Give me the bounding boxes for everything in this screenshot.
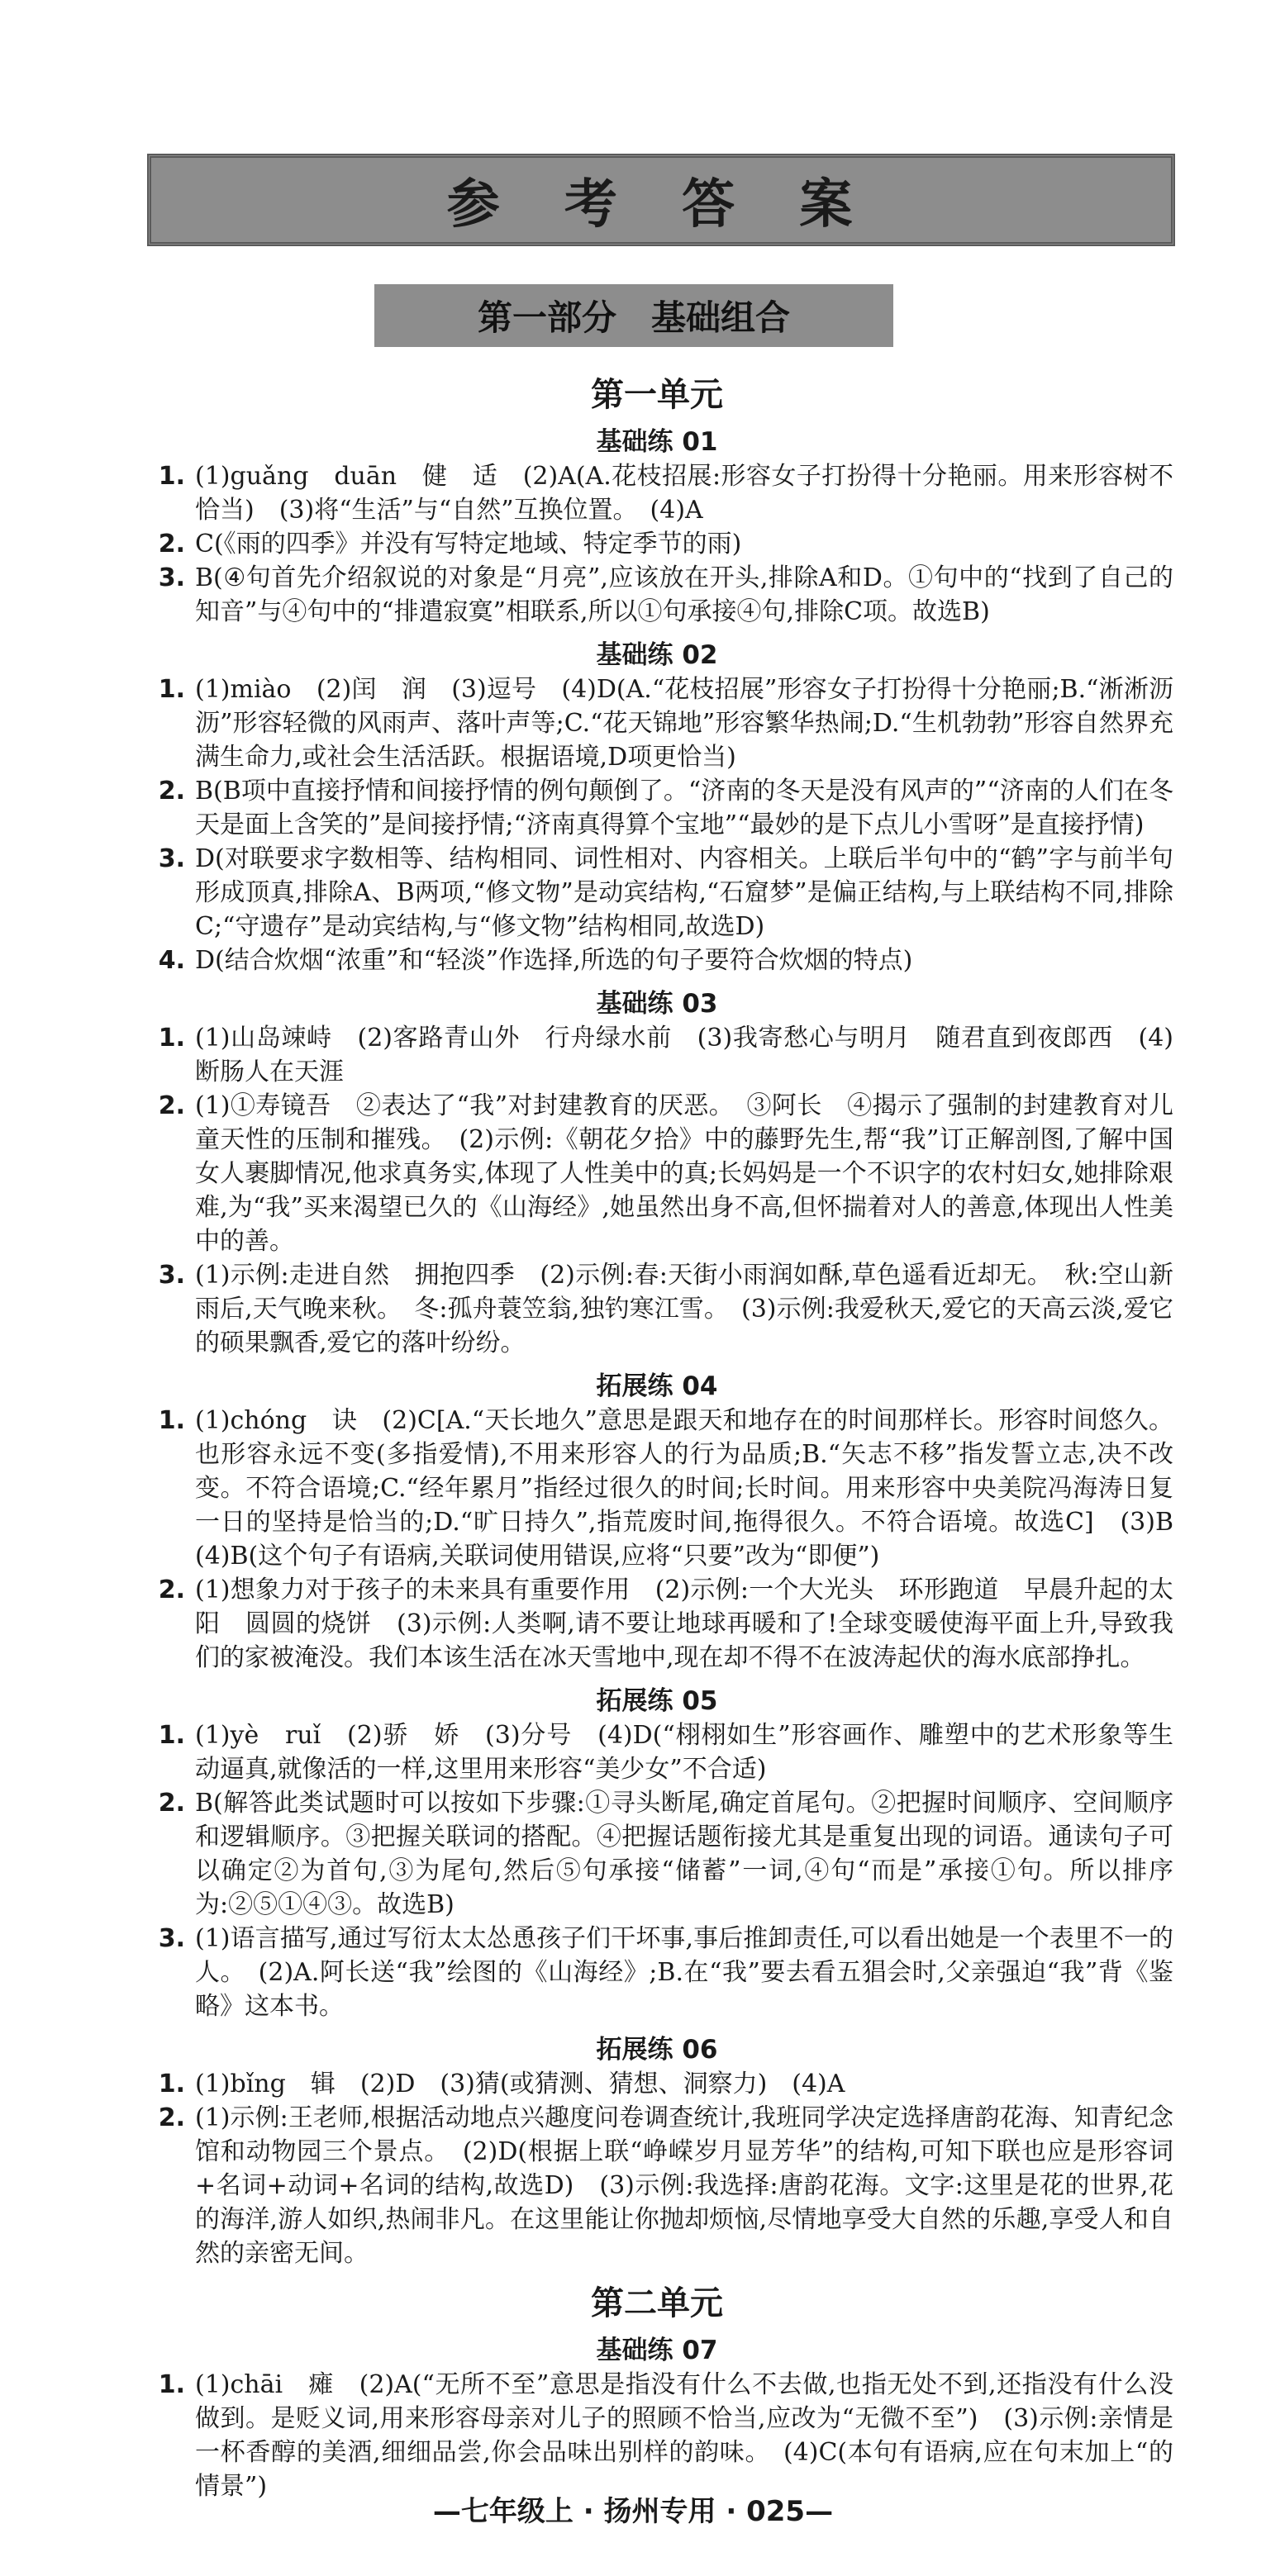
part-title: 第一部分 基础组合	[477, 297, 790, 338]
answer-item	[140, 527, 1173, 561]
exercise-title: 基础练 07	[596, 2336, 718, 2365]
answer-item	[140, 1718, 1173, 1786]
answer-number: 2.	[158, 1091, 185, 1120]
answer-item	[140, 842, 1173, 943]
part-title-banner	[374, 284, 893, 347]
unit-title: 第二单元	[591, 2284, 723, 2322]
answer-key-banner	[147, 154, 1175, 246]
exercise-title: 基础练 01	[596, 427, 718, 457]
answer-item	[140, 1258, 1173, 1360]
answer-item	[140, 1404, 1198, 1573]
answer-number: 1.	[158, 2070, 185, 2098]
exercise-title: 基础练 03	[596, 989, 718, 1019]
answer-item	[140, 943, 1173, 977]
answer-item	[140, 774, 1173, 842]
answer-text: (1)语言描写,通过写衍太太怂恿孩子们干坏事,事后推卸责任,可以看出她是一个表里不一的人。 (2)A.阿长送“我”绘图的《山海经》;B.在“我”要去看五猖会时,父亲强迫“我”背《鉴略》这本书。	[195, 1924, 1173, 2021]
exercise-title: 拓展练 06	[596, 2035, 718, 2065]
answer-item	[140, 561, 1173, 629]
answer-item	[140, 673, 1173, 774]
answer-text: (1)①寿镜吾 ②表达了“我”对封建教育的厌恶。 ③阿长 ④揭示了强制的封建教育对儿童天性的压制和摧残。 (2)示例:《朝花夕拾》中的藤野先生,帮“我”订正解剖图,了解中国女人裹脚情况,他求真务实,体现了人性美中的真;长妈妈是一个不识字的农村妇女,她排除艰难,为“我”买来渴望已久的《山海经》,她虽然出身不高,但怀揣着对人的善意,体现出人性美中的善。	[195, 1091, 1173, 1256]
page-title: 参 考 答 案	[446, 174, 876, 235]
answer-number: 1.	[158, 1721, 185, 1750]
answer-number: 1.	[158, 1024, 185, 1053]
answer-text: B(B项中直接抒情和间接抒情的例句颠倒了。“济南的冬天是没有风声的”“济南的人们在冬天是面上含笑的”是间接抒情;“济南真得算个宝地”“最妙的是下点儿小雪呀”是直接抒情)	[195, 777, 1173, 839]
answer-number: 2.	[158, 2103, 185, 2132]
answer-number: 4.	[158, 946, 185, 975]
answer-text: D(对联要求字数相等、结构相同、词性相对、内容相关。上联后半句中的“鹤”字与前半句形成顶真,排除A、B两项,“修文物”是动宾结构,“石窟梦”是偏正结构,与上联结构不同,排除C;“守遗存”是动宾结构,与“修文物”结构相同,故选D)	[195, 844, 1173, 941]
answer-number: 3.	[158, 1924, 185, 1953]
answer-text: (1)想象力对于孩子的未来具有重要作用 (2)示例:一个大光头 环形跑道 早晨升起的太阳 圆圆的烧饼 (3)示例:人类啊,请不要让地球再暖和了!全球变暖使海平面上升,导致我们的家被淹没。我们本该生活在冰天雪地中,现在却不得不在波涛起伏的海水底部挣扎。	[195, 1576, 1173, 1672]
exercise-title: 拓展练 04	[596, 1371, 718, 1401]
exercise-title: 基础练 02	[596, 640, 718, 670]
answer-text: C(《雨的四季》并没有写特定地域、特定季节的雨)	[195, 530, 742, 558]
answer-text: (1)miào (2)闰 润 (3)逗号 (4)D(A.“花枝招展”形容女子打扮得十分艳丽;B.“淅淅沥沥”形容轻微的风雨声、落叶声等;C.“花天锦地”形容繁华热闹;D.“生机勃勃”形容自然界充满生命力,或社会生活活跃。根据语境,D项更恰当)	[195, 675, 1173, 772]
answer-content	[140, 362, 1198, 2503]
answer-text: (1)chāi 瘫 (2)A(“无所不至”意思是指没有什么不去做,也指无处不到,还指没有什么没做到。是贬义词,用来形容母亲对儿子的照顾不恰当,应改为“无微不至”) (3)示例:亲情是一杯香醇的美酒,细细品尝,你会品味出别样的韵味。 (4)C(本句有语病,应在句末加上“的情景”)	[195, 2370, 1173, 2501]
answer-text: (1)yè ruǐ (2)骄 娇 (3)分号 (4)D(“栩栩如生”形容画作、雕塑中的艺术形象等生动逼真,就像活的一样,这里用来形容“美少女”不合适)	[195, 1721, 1173, 1784]
answer-number: 3.	[158, 1261, 185, 1290]
answer-text: (1)bǐng 辑 (2)D (3)猜(或猜测、猜想、洞察力) (4)A	[195, 2070, 845, 2098]
answer-number: 2.	[158, 530, 185, 558]
answer-item	[140, 2368, 1173, 2503]
answer-number: 3.	[158, 844, 185, 873]
answer-item	[140, 459, 1173, 527]
answer-number: 1.	[158, 462, 185, 491]
answer-number: 2.	[158, 1789, 185, 1818]
answer-item	[140, 1786, 1173, 1922]
exercise-title: 拓展练 05	[596, 1686, 718, 1716]
answer-text: (1)chóng 诀 (2)C[A.“天长地久”意思是跟天和地存在的时间那样长。形容时间悠久。也形容永远不变(多指爱情),不用来形容人的行为品质;B.“矢志不移”指发誓立志,决不改变。不符合语境;C.“经年累月”指经过很久的时间;长时间。用来形容中央美院冯海涛日复一日的坚持是恰当的;D.“旷日持久”,指荒废时间,拖得很久。不符合语境。故选C] (3)B (4)B(这个句子有语病,关联词使用错误,应将“只要”改为“即便”)	[195, 1406, 1198, 1571]
page-footer: —七年级上 · 扬州专用 · 025—	[432, 2495, 834, 2528]
answer-item	[140, 1089, 1173, 1258]
answer-text: B(④句首先介绍叙说的对象是“月亮”,应该放在开头,排除A和D。①句中的“找到了自己的知音”与④句中的“排遣寂寞”相联系,所以①句承接④句,排除C项。故选B)	[195, 563, 1173, 626]
answer-item	[140, 2101, 1173, 2270]
answer-item	[140, 1573, 1173, 1675]
answer-number: 1.	[158, 2370, 185, 2399]
answer-item	[140, 2067, 1173, 2101]
answer-text: (1)山岛竦峙 (2)客路青山外 行舟绿水前 (3)我寄愁心与明月 随君直到夜郎西 (4)断肠人在天涯	[195, 1024, 1173, 1086]
answer-number: 2.	[158, 1576, 185, 1604]
answer-text: (1)guǎng duān 健 适 (2)A(A.花枝招展:形容女子打扮得十分艳丽。用来形容树不恰当) (3)将“生活”与“自然”互换位置。 (4)A	[195, 462, 1173, 525]
unit-title: 第一单元	[591, 376, 723, 414]
answer-item	[140, 1021, 1173, 1089]
answer-number: 1.	[158, 1406, 185, 1435]
answer-number: 3.	[158, 563, 185, 592]
answer-item	[140, 1922, 1173, 2023]
answer-text: (1)示例:走进自然 拥抱四季 (2)示例:春:天街小雨润如酥,草色遥看近却无。 秋:空山新雨后,天气晚来秋。 冬:孤舟蓑笠翁,独钓寒江雪。 (3)示例:我爱秋天,爱它的天高云淡,爱它的硕果飘香,爱它的落叶纷纷。	[195, 1261, 1173, 1357]
answer-text: (1)示例:王老师,根据活动地点兴趣度问卷调查统计,我班同学决定选择唐韵花海、知青纪念馆和动物园三个景点。 (2)D(根据上联“峥嵘岁月显芳华”的结构,可知下联也应是形容词+名词+动词+名词的结构,故选D) (3)示例:我选择:唐韵花海。文字:这里是花的世界,花的海洋,游人如织,热闹非凡。在这里能让你抛却烦恼,尽情地享受大自然的乐趣,享受人和自然的亲密无间。	[195, 2103, 1173, 2268]
answer-number: 2.	[158, 777, 185, 806]
answer-number: 1.	[158, 675, 185, 704]
answer-text: D(结合炊烟“浓重”和“轻淡”作选择,所选的句子要符合炊烟的特点)	[195, 946, 913, 975]
answer-text: B(解答此类试题时可以按如下步骤:①寻头断尾,确定首尾句。②把握时间顺序、空间顺序和逻辑顺序。③把握关联词的搭配。④把握话题衔接尤其是重复出现的词语。通读句子可以确定②为首句,③为尾句,然后⑤句承接“储蓄”一词,④句“而是”承接①句。所以排序为:②⑤①④③。故选B)	[195, 1789, 1173, 1919]
